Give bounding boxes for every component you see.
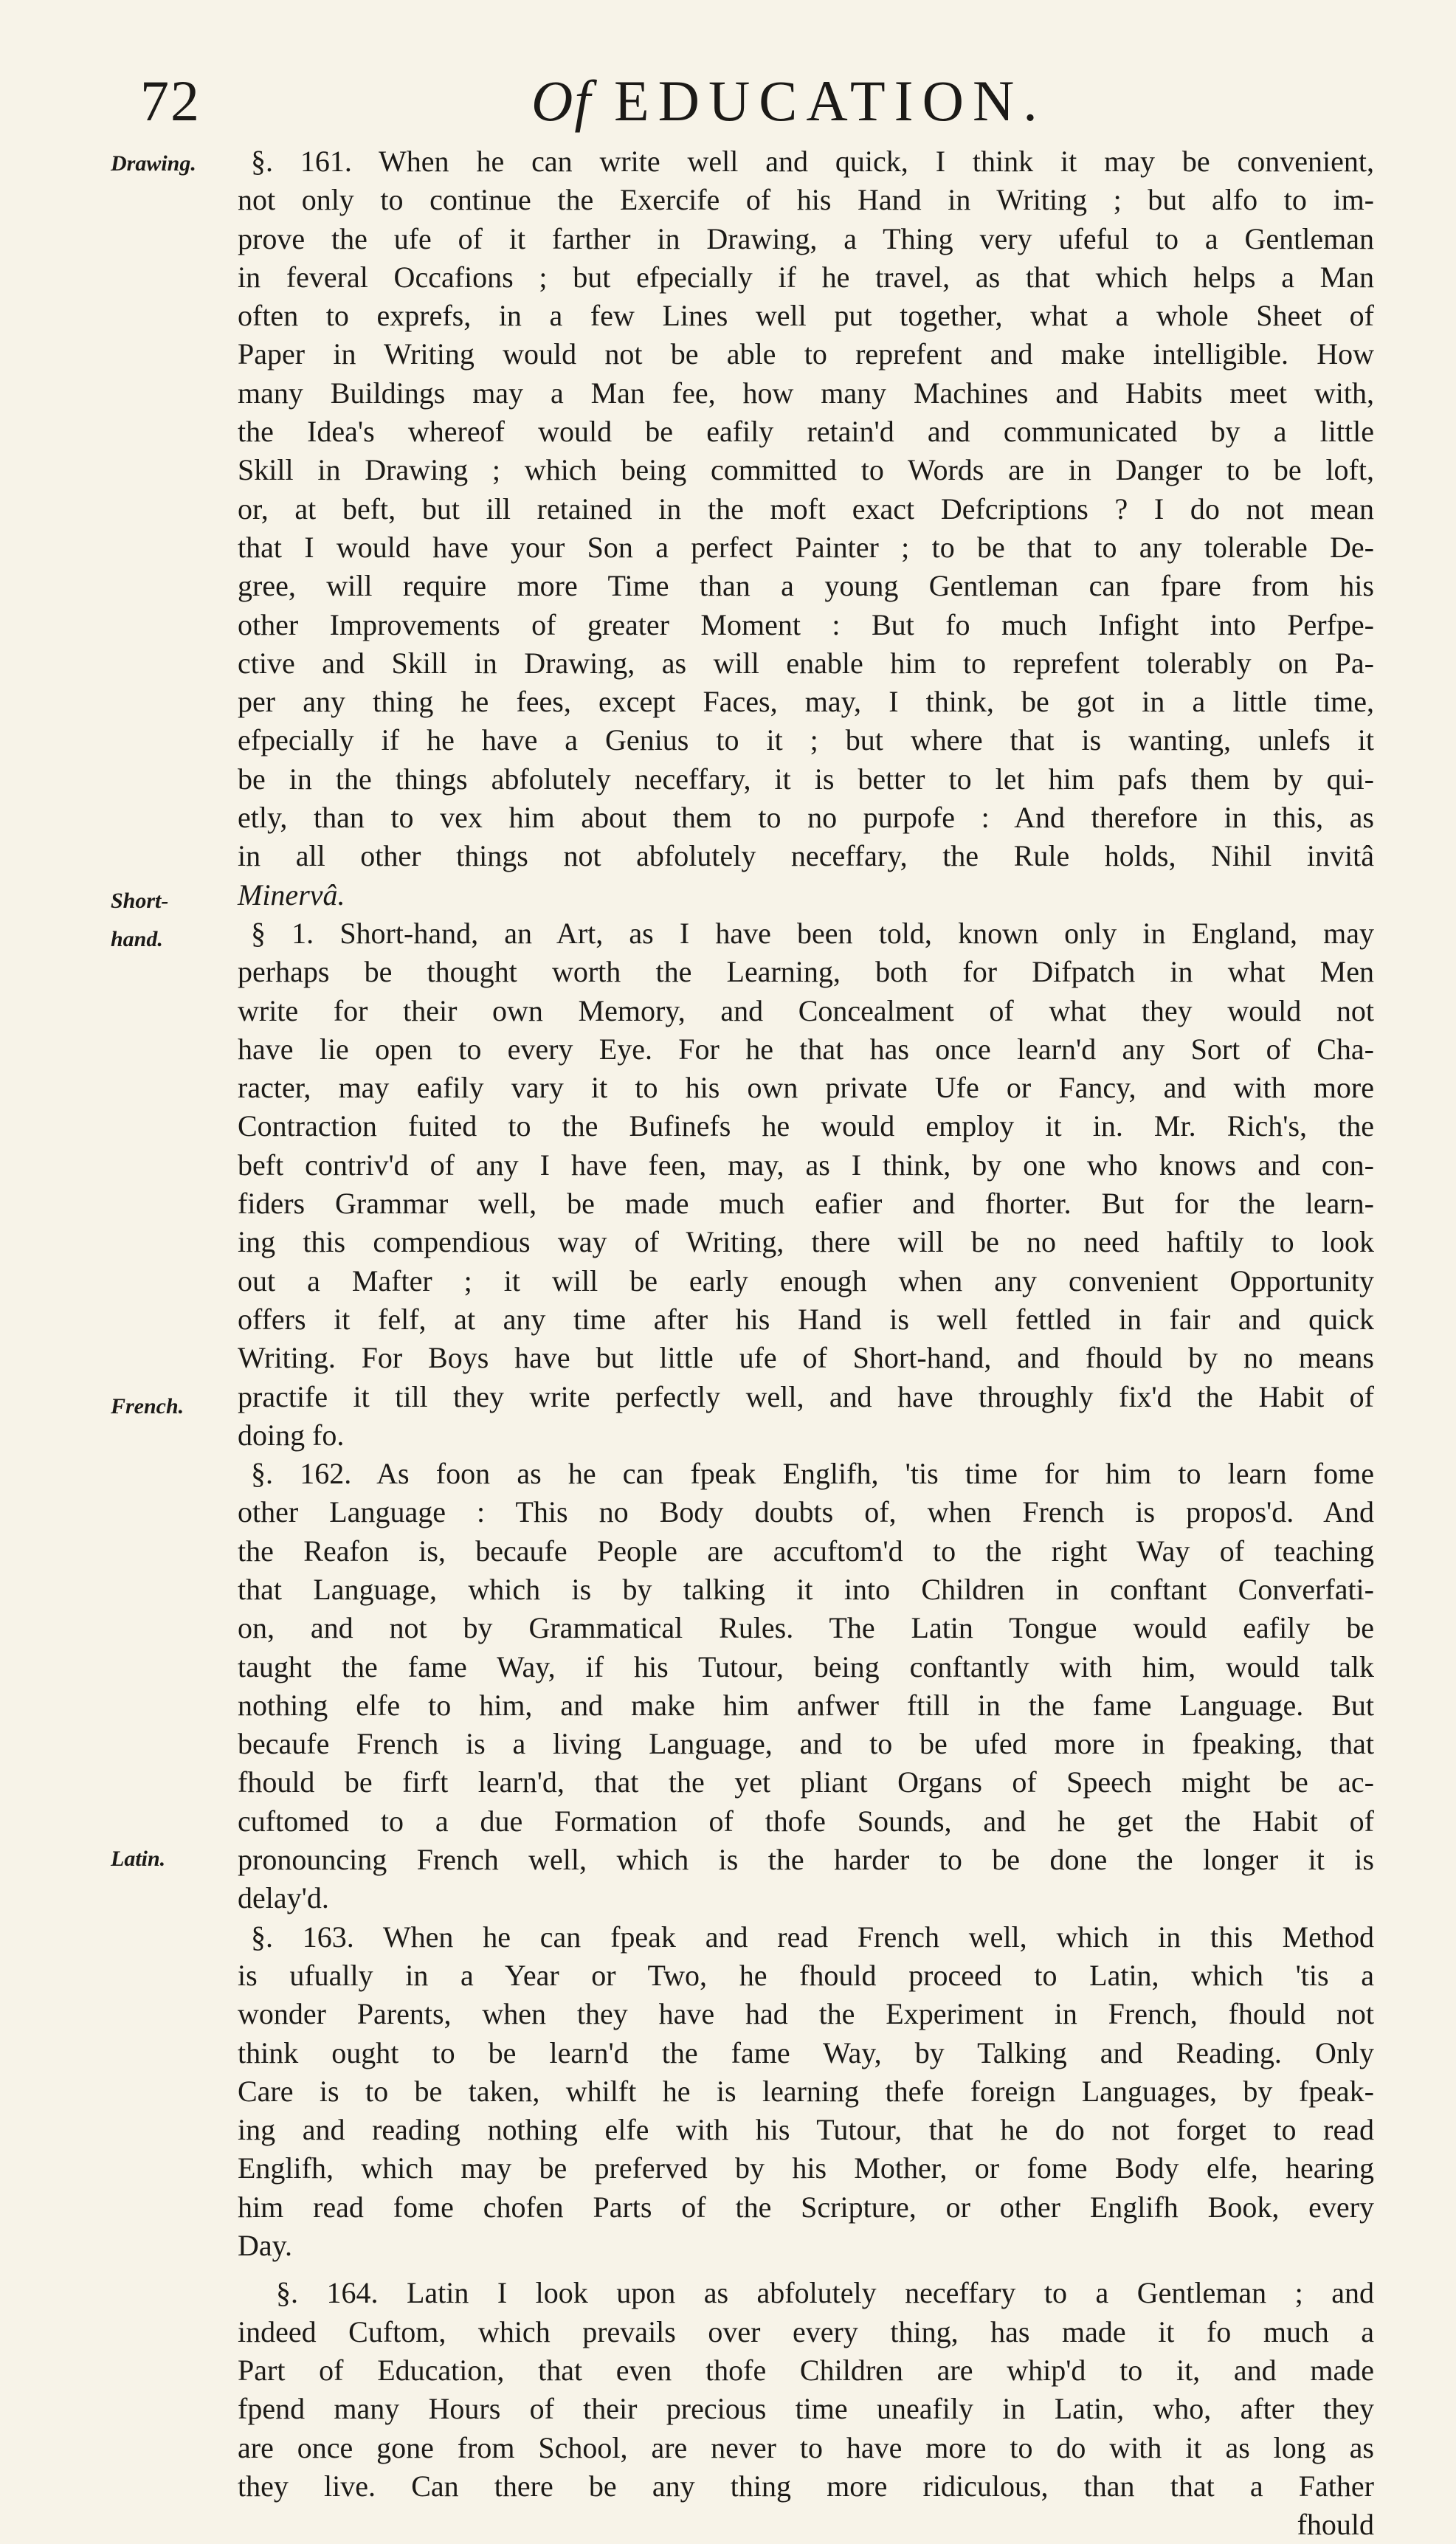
catchword: fhould bbox=[1297, 2508, 1374, 2542]
text-line: Contraction fuited to the Bufinefs he would employ it in. Mr. Rich's, the bbox=[238, 1109, 1374, 1143]
text-line: §. 164. Latin I look upon as abfolutely neceffary to a Gentleman ; and bbox=[276, 2276, 1374, 2310]
text-line: pronouncing French well, which is the harder to be done the longer it is bbox=[238, 1843, 1374, 1877]
paragraph-162 bbox=[238, 1455, 1374, 1918]
text-line: that Language, which is by talking it into Children in conftant Converfati- bbox=[238, 1572, 1374, 1606]
margin-note-latin: Latin. bbox=[111, 1847, 166, 1871]
text-line: many Buildings may a Man fee, how many Machines and Habits meet with, bbox=[238, 376, 1374, 410]
text-line: Skill in Drawing ; which being committed to Words are in Danger to be loft, bbox=[238, 453, 1374, 487]
text-line: Writing. For Boys have but little ufe of Short-hand, and fhould by no means bbox=[238, 1341, 1374, 1375]
text-line: racter, may eafily vary it to his own private Ufe or Fancy, and with more bbox=[238, 1071, 1374, 1105]
text-line: fiders Grammar well, be made much eafier and fhorter. But for the learn- bbox=[238, 1187, 1374, 1221]
text-line: ing and reading nothing elfe with his Tutour, that he do not forget to read bbox=[238, 2113, 1374, 2147]
text-line: is ufually in a Year or Two, he fhould proceed to Latin, which 'tis a bbox=[238, 1958, 1374, 1992]
paragraph-gap bbox=[238, 2265, 1374, 2274]
running-title-main: EDUCATION. bbox=[614, 69, 1046, 133]
text-line: other Improvements of greater Moment : But fo much Infight into Perfpe- bbox=[238, 607, 1374, 641]
text-line: doing fo. bbox=[238, 1418, 345, 1452]
running-title bbox=[531, 68, 1046, 134]
paragraph-163 bbox=[238, 1918, 1374, 2266]
text-line: that I would have your Son a perfect Painter ; to be that to any tolerable De- bbox=[238, 530, 1374, 564]
margin-note-shorthand-1: Short- bbox=[111, 889, 169, 913]
page-header bbox=[140, 68, 1321, 149]
margin-note-french: French. bbox=[111, 1394, 184, 1418]
text-line: becaufe French is a living Language, and to be ufed more in fpeaking, that bbox=[238, 1727, 1374, 1761]
text-line: etly, than to vex him about them to no purpofe : And therefore in this, as bbox=[238, 801, 1374, 835]
text-line: on, and not by Grammatical Rules. The Latin Tongue would eafily be bbox=[238, 1611, 1374, 1645]
text-line: §. 162. As foon as he can fpeak Englifh, 'tis time for him to learn fome bbox=[251, 1457, 1374, 1491]
page-number: 72 bbox=[140, 69, 201, 133]
text-line: §. 163. When he can fpeak and read French well, which in this Method bbox=[251, 1920, 1374, 1954]
text-line: they live. Can there be any thing more ridiculous, than that a Father bbox=[238, 2469, 1374, 2503]
text-line: be in the things abfolutely neceffary, it is better to let him pafs them by qui- bbox=[238, 762, 1374, 796]
text-line: fpend many Hours of their precious time uneafily in Latin, who, after they bbox=[238, 2392, 1374, 2426]
text-line: delay'd. bbox=[238, 1881, 329, 1915]
text-line: in all other things not abfolutely neceffary, the Rule holds, Nihil invitâ bbox=[238, 839, 1374, 873]
paragraph-shorthand bbox=[238, 914, 1374, 1455]
text-line: per any thing he fees, except Faces, may, I think, be got in a little time, bbox=[238, 685, 1374, 719]
text-line: fhould be firft learn'd, that the yet pliant Organs of Speech might be ac- bbox=[238, 1765, 1374, 1799]
text-line: write for their own Memory, and Concealment of what they would not bbox=[238, 993, 1374, 1027]
text-line: not only to continue the Exercife of his Hand in Writing ; but alfo to im- bbox=[238, 183, 1374, 217]
text-line: beft contriv'd of any I have feen, may, as I think, by one who knows and con- bbox=[238, 1148, 1374, 1182]
text-line: § 1. Short-hand, an Art, as I have been told, known only in England, may bbox=[251, 916, 1374, 950]
text-line: him read fome chofen Parts of the Scripture, or other Englifh Book, every bbox=[238, 2190, 1374, 2224]
text-line: think ought to be learn'd the fame Way, by Talking and Reading. Only bbox=[238, 2035, 1374, 2069]
text-line: Englifh, which may be preferved by his Mother, or fome Body elfe, hearing bbox=[238, 2151, 1374, 2185]
text-line: nothing elfe to him, and make him anfwer ftill in the fame Language. But bbox=[238, 1688, 1374, 1722]
text-line: offers it felf, at any time after his Hand is well fettled in fair and quick bbox=[238, 1302, 1374, 1336]
text-line: practife it till they write perfectly well, and have throughly fix'd the Habit of bbox=[238, 1379, 1374, 1413]
text-line: ctive and Skill in Drawing, as will enable him to reprefent tolerably on Pa- bbox=[238, 646, 1374, 680]
text-line: taught the fame Way, if his Tutour, being conftantly with him, would talk bbox=[238, 1650, 1374, 1683]
text-line: ing this compendious way of Writing, there will be no need haftily to look bbox=[238, 1225, 1374, 1259]
text-line: other Language : This no Body doubts of, when French is propos'd. And bbox=[238, 1495, 1374, 1529]
text-line: are once gone from School, are never to have more to do with it as long as bbox=[238, 2430, 1374, 2464]
text-line: often to exprefs, in a few Lines well put together, what a whole Sheet of bbox=[238, 299, 1374, 333]
text-line: cuftomed to a due Formation of thofe Sounds, and he get the Habit of bbox=[238, 1804, 1374, 1838]
running-title-of: Of bbox=[531, 69, 592, 133]
body-text bbox=[238, 142, 1374, 2544]
text-line: Part of Education, that even thofe Children are whip'd to it, and made bbox=[238, 2353, 1374, 2387]
text-line: or, at beft, but ill retained in the moft exact Defcriptions ? I do not mean bbox=[238, 492, 1374, 525]
margin-note-drawing: Drawing. bbox=[111, 151, 196, 176]
text-line: have lie open to every Eye. For he that has once learn'd any Sort of Cha- bbox=[238, 1032, 1374, 1066]
paragraph-161 bbox=[238, 142, 1374, 914]
text-line: the Reafon is, becaufe People are accuftom'd to the right Way of teaching bbox=[238, 1534, 1374, 1568]
text-line: Minervâ. bbox=[238, 878, 345, 911]
text-line: indeed Cuftom, which prevails over every thing, has made it fo much a bbox=[238, 2314, 1374, 2348]
text-line: the Idea's whereof would be eafily retain'd and communicated by a little bbox=[238, 415, 1374, 449]
text-line: Day. bbox=[238, 2229, 293, 2263]
text-line: gree, will require more Time than a young Gentleman can fpare from his bbox=[238, 569, 1374, 603]
text-line: in feveral Occafions ; but efpecially if he travel, as that which helps a Man bbox=[238, 260, 1374, 294]
text-line: wonder Parents, when they have had the Experiment in French, fhould not bbox=[238, 1997, 1374, 2031]
paragraph-164 bbox=[238, 2274, 1374, 2544]
text-line: out a Mafter ; it will be early enough when any convenient Opportunity bbox=[238, 1264, 1374, 1297]
text-line: Paper in Writing would not be able to reprefent and make intelligible. How bbox=[238, 337, 1374, 371]
text-line: perhaps be thought worth the Learning, both for Difpatch in what Men bbox=[238, 955, 1374, 989]
text-line: §. 161. When he can write well and quick, I think it may be convenient, bbox=[251, 145, 1374, 178]
text-line: prove the ufe of it farther in Drawing, a Thing very ufeful to a Gentleman bbox=[238, 221, 1374, 255]
margin-note-shorthand-2: hand. bbox=[111, 927, 163, 951]
text-line: Care is to be taken, whilft he is learning thefe foreign Languages, by fpeak- bbox=[238, 2074, 1374, 2108]
text-line: efpecially if he have a Genius to it ; but where that is wanting, unlefs it bbox=[238, 723, 1374, 757]
